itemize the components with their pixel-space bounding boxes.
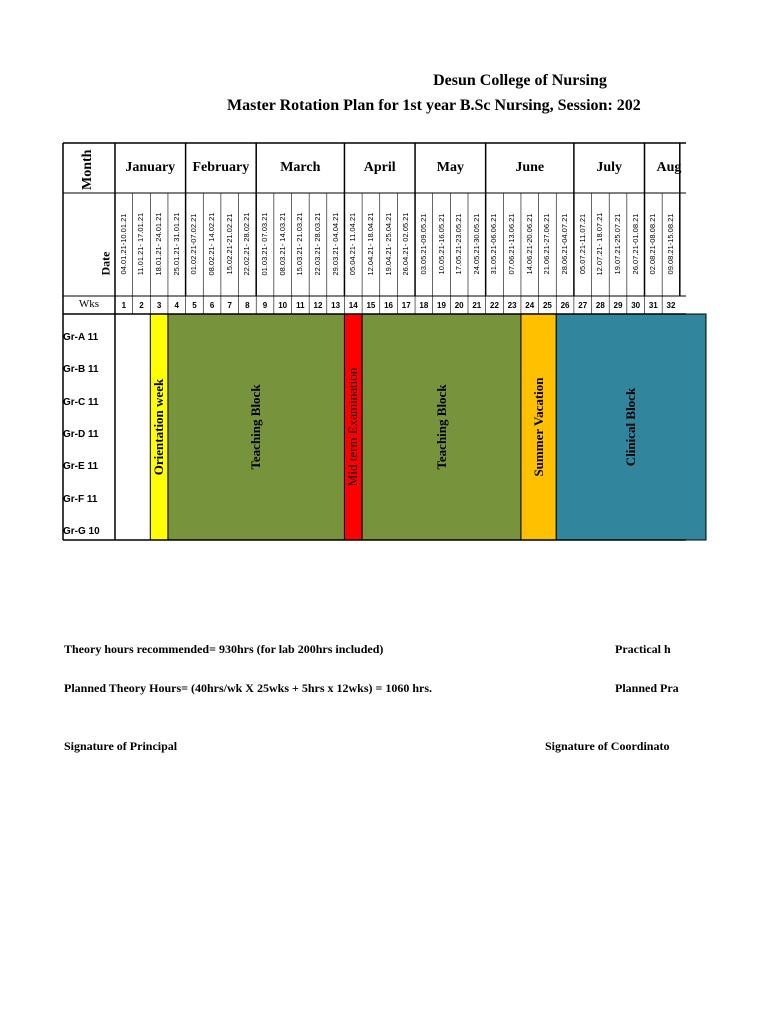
week-date-range: 10.05.21-16.05.21 [436,213,446,275]
week-date-range: 14.06.21-20.06.21 [524,213,534,275]
week-date-range: 26.07.21-01.08.21 [630,213,640,275]
week-date-range: 22.02.21- 28.02.21 [242,212,252,276]
week-date-range: 31.05.21-06.06.21 [489,213,499,275]
week-number: 4 [174,301,179,310]
week-number: 31 [648,301,658,310]
planned-theory-hours: Planned Theory Hours= (40hrs/wk X 25wks + 5hrs x 12wks) = 1060 hrs. [64,681,433,695]
week-date-range: 07.06.21-13.06.21 [507,213,517,275]
week-date-range: 15.02.21-21.02.21 [224,213,234,275]
signature-coordinator: Signature of Coordinato [545,739,670,753]
week-number: 1 [121,301,127,310]
signature-principal: Signature of Principal [64,739,178,753]
week-date-range: 29.03.21- 04.04.21 [330,212,340,276]
weeks-header-label: Wks [78,298,100,310]
week-number: 18 [419,301,429,310]
week-date-range: 01.03.21- 07.03.21 [260,212,270,276]
week-number: 20 [454,301,464,310]
week-number: 23 [507,301,517,310]
group-label: Gr-A 11 [63,332,99,343]
week-number: 16 [384,301,394,310]
week-number: 13 [331,301,341,310]
rotation-block-label: Clinical Block [623,387,639,467]
week-date-range: 22.03.21- 28.03.21 [312,212,322,276]
rotation-block-label: Summer Vacation [530,377,546,477]
week-date-range: 25.01.21- 31.01.21 [171,212,181,276]
week-date-range: 19.07.21-25.07.21 [613,213,623,275]
week-date-range: 24.05.21-30.05.21 [471,213,481,275]
document-title: Desun College of Nursing [433,72,607,89]
rotation-block-label: Teaching Block [433,384,449,470]
week-number: 11 [296,301,305,310]
week-number: 6 [209,301,215,310]
week-number: 32 [666,301,676,310]
week-number: 14 [348,301,358,310]
week-number: 3 [156,301,162,310]
month-label: July [596,160,623,175]
week-number: 15 [366,301,376,310]
week-date-range: 12.04.21- 18.04.21 [365,212,375,276]
week-date-range: 04.01.21-10.01.21 [118,213,128,275]
date-header-label: Date [98,251,113,276]
week-date-range: 15.03.21- 21.03.21 [295,212,305,276]
rotation-block-label: Teaching Block [248,384,264,470]
week-number: 25 [542,301,552,310]
week-number: 5 [192,301,197,310]
week-date-range: 01.02.21-07.02.21 [189,213,199,275]
group-label: Gr-E 11 [63,461,99,473]
week-number: 22 [490,301,499,310]
month-label: Aug [656,160,682,175]
group-label: Gr-C 11 [63,396,99,408]
week-number: 26 [560,301,570,310]
month-label: January [125,160,176,175]
week-date-range: 12.07.21- 18.07.21 [595,212,605,276]
week-date-range: 17.05.21-23.05.21 [454,213,464,275]
week-number: 28 [595,301,605,310]
month-label: February [192,160,250,175]
week-number: 30 [631,301,641,310]
week-number: 12 [313,301,323,310]
week-number: 8 [245,301,250,310]
month-label: April [363,160,396,175]
week-number: 7 [227,301,232,310]
week-date-range: 21.06.21-27.06.21 [542,213,552,275]
week-date-range: 28.06.21-04.07.21 [560,213,570,275]
week-date-range: 08.02.21- 14.02.21 [207,212,217,276]
group-label: Gr-G 10 [63,525,100,537]
group-label: Gr-B 11 [63,364,99,376]
week-date-range: 26.04.21- 02.05.21 [401,212,411,276]
week-date-range: 18.01.21- 24.01.21 [154,212,164,276]
theory-hours-recommended: Theory hours recommended= 930hrs (for lab 200hrs included) [64,642,384,656]
week-number: 24 [525,301,535,310]
document-subtitle: Master Rotation Plan for 1st year B.Sc Nursing, Session: 202 [227,97,641,114]
month-label: June [515,160,545,175]
week-date-range: 09.08.21-15.08.21 [665,213,675,275]
week-date-range: 19.04.21- 25.04.21 [383,212,393,276]
month-header-label: Month [80,149,95,190]
week-date-range: 11.01.21- 17.01.21 [136,212,146,276]
week-date-range: 08.03.21- 14.03.21 [277,212,287,276]
rotation-block-label: Orientation week [151,378,167,476]
week-number: 21 [472,301,482,310]
week-date-range: 02.08.21-08.08.21 [648,213,658,275]
week-number: 29 [613,301,623,310]
week-number: 27 [578,301,588,310]
practical-hours: Practical h [615,642,671,656]
week-number: 2 [139,301,144,310]
week-date-range: 03.05.21-09.05.21 [418,213,428,275]
month-label: March [280,160,321,175]
week-date-range: 05.07.21-11.07.21 [577,213,587,275]
rotation-block-label: Mid term Examination [345,367,361,487]
group-label: Gr-F 11 [63,493,98,505]
week-number: 19 [437,301,446,310]
planned-practical-hours: Planned Pra [615,681,679,695]
week-number: 10 [278,301,288,310]
week-number: 9 [262,301,268,310]
month-label: May [436,160,464,175]
week-date-range: 05.04.21- 11.04.21 [348,212,358,276]
group-label: Gr-D 11 [63,428,99,440]
week-number: 17 [401,301,411,310]
